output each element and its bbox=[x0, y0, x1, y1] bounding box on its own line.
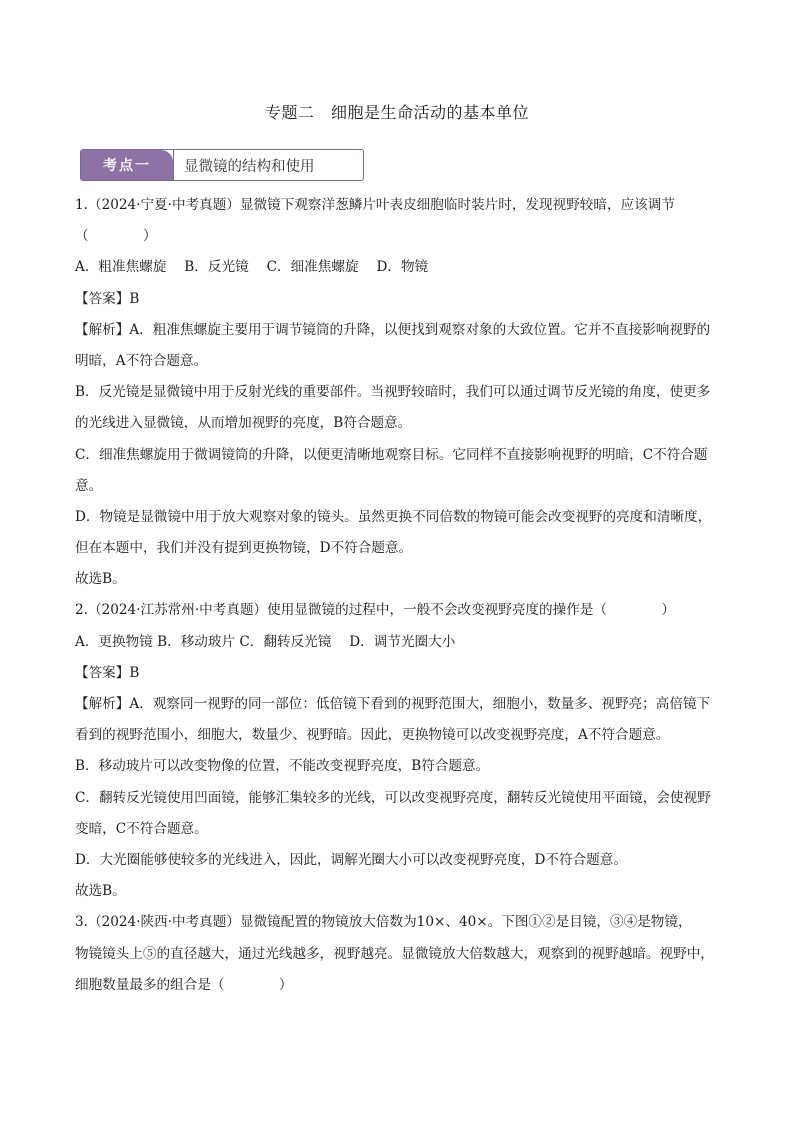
question-3-stem-cont: 细胞数量最多的组合是（ ） bbox=[75, 976, 293, 993]
section-header bbox=[80, 149, 364, 181]
question-1-conclusion: 故选B。 bbox=[75, 571, 126, 588]
question-1-stem-cont: （ ） bbox=[75, 228, 157, 245]
question-1-stem: 1.（2024·宁夏·中考真题）显微镜下观察洋葱鳞片叶表皮细胞临时装片时，发现视野较暗，应该调节 bbox=[75, 197, 675, 213]
question-2-conclusion: 故选B。 bbox=[75, 883, 126, 900]
question-2-answer: 【答案】B bbox=[75, 664, 140, 681]
analysis-line: B．反光镜是显微镜中用于反射光线的重要部件。当视野较暗时，我们可以通过调节反光镜的角度，使更多 bbox=[75, 384, 711, 401]
analysis-line: 明暗，A不符合题意。 bbox=[75, 352, 208, 369]
question-3-stem: 3.（2024·陕西·中考真题）显微镜配置的物镜放大倍数为10×、40×。下图①②是目镜，③④是物镜， bbox=[75, 914, 692, 931]
analysis-line: C．细准焦螺旋用于微调镜筒的升降，以便更清晰地观察目标。它同样不直接影响视野的明暗，C不符合题 bbox=[75, 446, 708, 463]
question-1-options: A．粗准焦螺旋 B．反光镜 C．细准焦螺旋 D．物镜 bbox=[75, 259, 429, 276]
question-2-options: A．更换物镜 B．移动玻片 C．翻转反光镜 D．调节光圈大小 bbox=[75, 633, 456, 650]
question-2-analysis: 【解析】A．观察同一视野的同一部位：低倍镜下看到的视野范围大，细胞小，数量多、视野亮；高倍镜下 bbox=[75, 696, 711, 712]
analysis-line: 变暗，C不符合题意。 bbox=[75, 820, 208, 837]
analysis-line: D．物镜是显微镜中用于放大观察对象的镜头。虽然更换不同倍数的物镜可能会改变视野的亮度和清晰度， bbox=[75, 508, 712, 525]
analysis-line: B．移动玻片可以改变物像的位置，不能改变视野亮度，B符合题意。 bbox=[75, 758, 490, 775]
analysis-line: D．大光圈能够使较多的光线进入，因此，调解光圈大小可以改变视野亮度，D不符合题意。 bbox=[75, 851, 627, 868]
page-title: 专题二 细胞是生命活动的基本单位 bbox=[264, 103, 529, 122]
question-1-answer: 【答案】B bbox=[75, 290, 140, 307]
question-2-stem: 2.（2024·江苏常州·中考真题）使用显微镜的过程中，一般不会改变视野亮度的操作是（ ） bbox=[75, 602, 675, 619]
section-tag: 考点一 bbox=[81, 150, 173, 180]
analysis-line: 的光线进入显微镜，从而增加视野的亮度，B符合题意。 bbox=[75, 415, 412, 432]
document-body bbox=[75, 196, 735, 1007]
analysis-line: 但在本题中，我们并没有提到更换物镜，D不符合题意。 bbox=[75, 540, 413, 557]
question-1-analysis: 【解析】A．粗准焦螺旋主要用于调节镜筒的升降，以便找到观察对象的大致位置。它并不直接影响视野的 bbox=[75, 321, 711, 338]
question-3-stem-cont: 物镜镜头上⑤的直径越大，通过光线越多，视野越亮。显微镜放大倍数越大，观察到的视野越暗。视野中， bbox=[75, 945, 714, 962]
analysis-line: C．翻转反光镜使用凹面镜，能够汇集较多的光线，可以改变视野亮度，翻转反光镜使用平面镜，会使视野 bbox=[75, 789, 711, 806]
analysis-line: 看到的视野范围小，细胞大，数量少、视野暗。因此，更换物镜可以改变视野亮度，A不符合题意。 bbox=[75, 727, 670, 744]
section-topic: 显微镜的结构和使用 bbox=[173, 150, 363, 180]
analysis-line: 意。 bbox=[75, 477, 103, 494]
